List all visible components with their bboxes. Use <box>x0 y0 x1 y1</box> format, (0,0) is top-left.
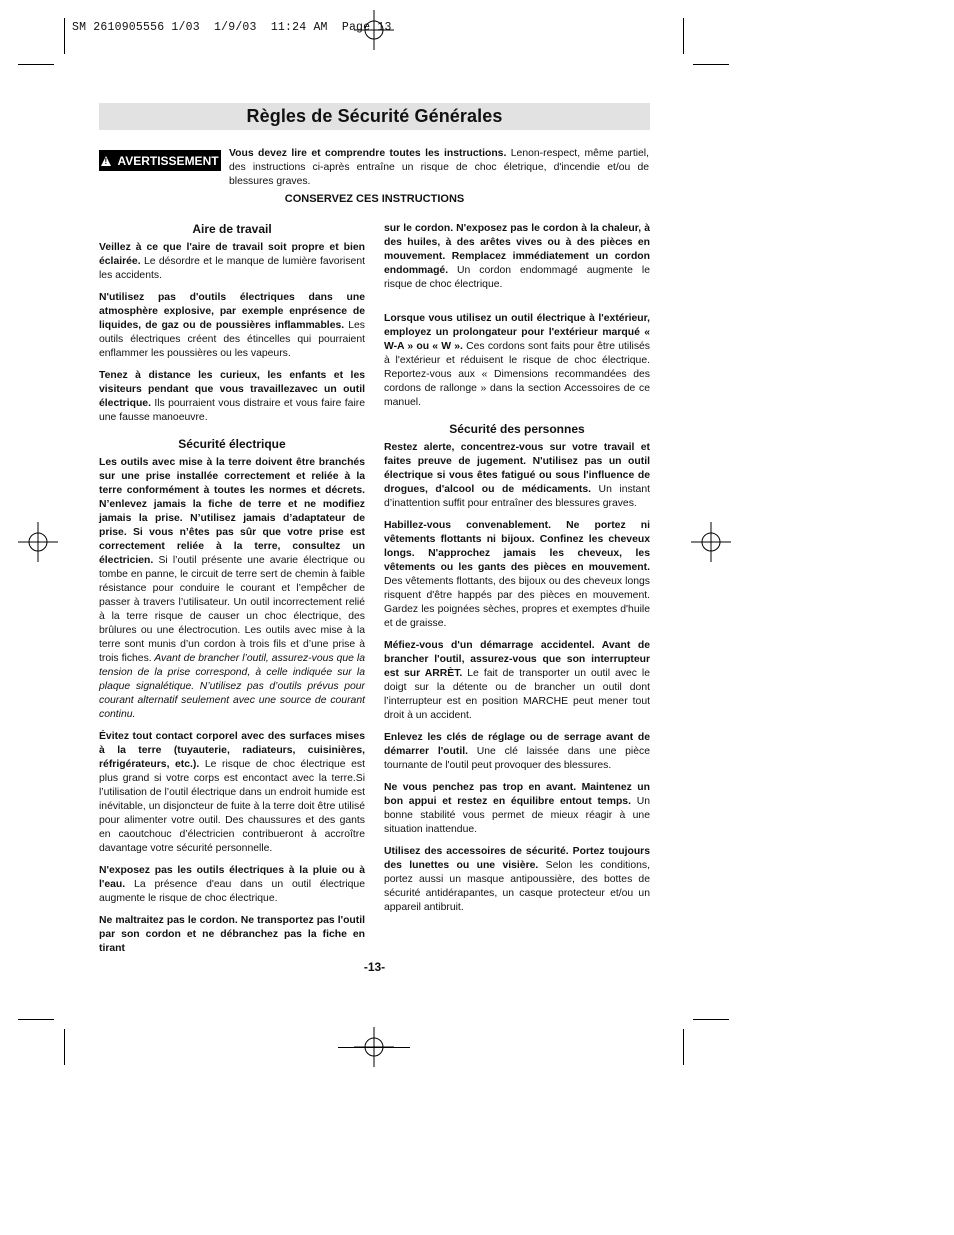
registration-mark-icon <box>18 522 58 562</box>
paragraph: Veillez à ce que l'aire de travail soit propre et bien éclairée. Le désordre et le manque de lumière favorisent les accidents. <box>99 242 365 281</box>
print-slug: SM 2610905556 1/03 1/9/03 11:24 AM Page 13 <box>72 21 392 34</box>
warning-badge-label: AVERTISSEMENT <box>117 153 219 168</box>
section-title-electrical: Sécurité électrique <box>178 437 286 451</box>
paragraph: Restez alerte, concentrez-vous sur votre travail et faites preuve de jugement. N'utilisez pas un outil électrique si vous êtes fatigué ou sous l'influence de drogues, d'alcool ou de médicaments. Un instant d’inattention suffit pour entraîner des blessures graves. <box>384 442 650 509</box>
warning-lead-text: Lenon-respect, même partiel, des instructions ci-après entraîne un risque de choc életrique, d'incendie et/ou de blessures graves. <box>229 148 649 187</box>
crop-mark <box>64 1029 65 1065</box>
paragraph: N'exposez pas les outils électriques à la pluie ou à l'eau. La présence d'eau dans un outil électrique augmente le risque de choc électrique. <box>99 865 365 904</box>
paragraph: Habillez-vous convenablement. Ne portez ni vêtements flottants ni bijoux. Confinez les cheveux longs. N'approchez jamais les cheveux, les vêtements ou les gants des pièces en mouvement. Des vêtements flottants, des bijoux ou des cheveux longs risquent d'être happés par des pièces en mouvement. Gardez les poignées sèches, propres et exemptes d'huile et de graisse. <box>384 520 650 629</box>
crop-mark <box>18 64 54 65</box>
paragraph: sur le cordon. N'exposez pas le cordon à la chaleur, à des huiles, à des arêtes vives ou à des pièces en mouvement. Remplacez immédiatement un cordon endommagé. Un cordon endommagé augmente le risque de choc électrique. <box>384 223 650 290</box>
page-title: Règles de Sécurité Générales <box>246 106 503 126</box>
paragraph: Évitez tout contact corporel avec des surfaces mises à la terre (tuyauterie, radiateurs, cuisinières, réfrigérateurs, etc.). Le risque de choc électrique est plus grand si votre corps est encontact avec la terre.Si l’utilisation de l’outil électrique dans un endroit humide est inévitable, un disjoncteur de fuite à la terre doit être utilisé pour alimenter votre outil. Des chaussures et des gants en caoutchouc d’électricien contribueront à accroître davantage votre sécurité personnelle. <box>99 731 365 854</box>
page-title-bar <box>99 103 650 130</box>
paragraph: Lorsque vous utilisez un outil électrique à l'extérieur, employez un prolongateur pour l'extérieur marqué « W-A » ou « W ». Ces cordons sont faits pour être utilisés à l'extérieur et réduisent le risque de choc électrique. Reportez-vous aux « Dimensions recommandées des cordons de rallonge » dans la section Accessoires de ce manuel. <box>384 313 650 408</box>
warning-badge <box>99 150 221 171</box>
page-number: -13- <box>363 960 386 974</box>
crop-mark <box>18 1019 54 1020</box>
paragraph: Utilisez des accessoires de sécurité. Portez toujours des lunettes ou une visière. Selon les conditions, portez aussi un masque antipoussière, des bottes de sécurité antidérapantes, un casque protecteur et/ou un appareil antibruit. <box>384 846 650 913</box>
warning-text <box>229 147 649 189</box>
paragraph: N'utilisez pas d'outils électriques dans une atmosphère explosive, par exemple enprésence de liquides, de gaz ou de poussières inflammables. Les outils électriques créent des étincelles qui pourraient enflammer les poussières ou les vapeurs. <box>99 292 365 359</box>
paragraph: Tenez à distance les curieux, les enfants et les visiteurs pendant que vous travaillezavec un outil électrique. Ils pourraient vous distraire et vous faire faire une fausse manoeuvre. <box>99 370 365 423</box>
warning-triangle-icon <box>101 156 111 166</box>
paragraph: Enlevez les clés de réglage ou de serrage avant de démarrer l'outil. Une clé laissée dans une pièce tournante de l'outil peut provoquer des blessures. <box>384 732 650 771</box>
crop-mark <box>693 1019 729 1020</box>
paragraph: Les outils avec mise à la terre doivent être branchés sur une prise installée correctement et reliée à la terre conformément à toutes les normes et décrets. N’enlevez jamais la fiche de terre et ne modifiez jamais la prise. N’utilisez jamais d’adaptateur de prise. Si vous n’êtes pas sûr que votre prise est correctement reliée à la terre, consultez un électricien. Si l’outil présente une avarie électrique ou tombe en panne, le circuit de terre sert de chemin à faible résistance pour conduire le courant et l’empêcher de passer à travers l’utilisateur. Un outil incorrectement relié à la terre risque de causer un choc électrique, des brûlures ou une électrocution. Les outils avec mise à la terre sont munis d’un cordon à trois fils et d’une prise à trois fiches. Avant de brancher l’outil, assurez-vous que la tension de la prise correspond, à celle indiquée sur la plaque signalétique. N’utilisez pas d’outils prévus pour courant alternatif seulement avec une source de courant continu. <box>99 457 366 720</box>
section-title-personal: Sécurité des personnes <box>449 422 585 436</box>
crop-mark <box>693 64 729 65</box>
crop-mark <box>683 1029 684 1065</box>
paragraph: Ne vous penchez pas trop en avant. Maintenez un bon appui et restez en équilibre entout temps. Un bonne stabilité vous permet de mieux réagir à une situation inattendue. <box>384 782 651 835</box>
registration-mark-icon <box>691 522 731 562</box>
crop-mark <box>64 18 65 54</box>
crop-mark <box>338 1047 410 1048</box>
right-column <box>384 222 650 915</box>
crop-mark <box>683 18 684 54</box>
paragraph: Ne maltraitez pas le cordon. Ne transportez pas l'outil par son cordon et ne débranchez pas la fiche en tirant <box>99 915 365 954</box>
left-column <box>99 222 365 956</box>
keep-instructions: CONSERVEZ CES INSTRUCTIONS <box>284 193 465 205</box>
warning-lead-bold: Vous devez lire et comprendre toutes les instructions. <box>229 148 507 159</box>
paragraph: Méfiez-vous d'un démarrage accidentel. Avant de brancher l'outil, assurez-vous que son interrupteur est sur ARRÈT. Le fait de transporter un outil avec le doigt sur la détente ou de brancher un outil dont l’interrupteur est en position MARCHE peut mener tout droit à un accident. <box>384 640 651 721</box>
section-title-work-area: Aire de travail <box>192 222 272 236</box>
